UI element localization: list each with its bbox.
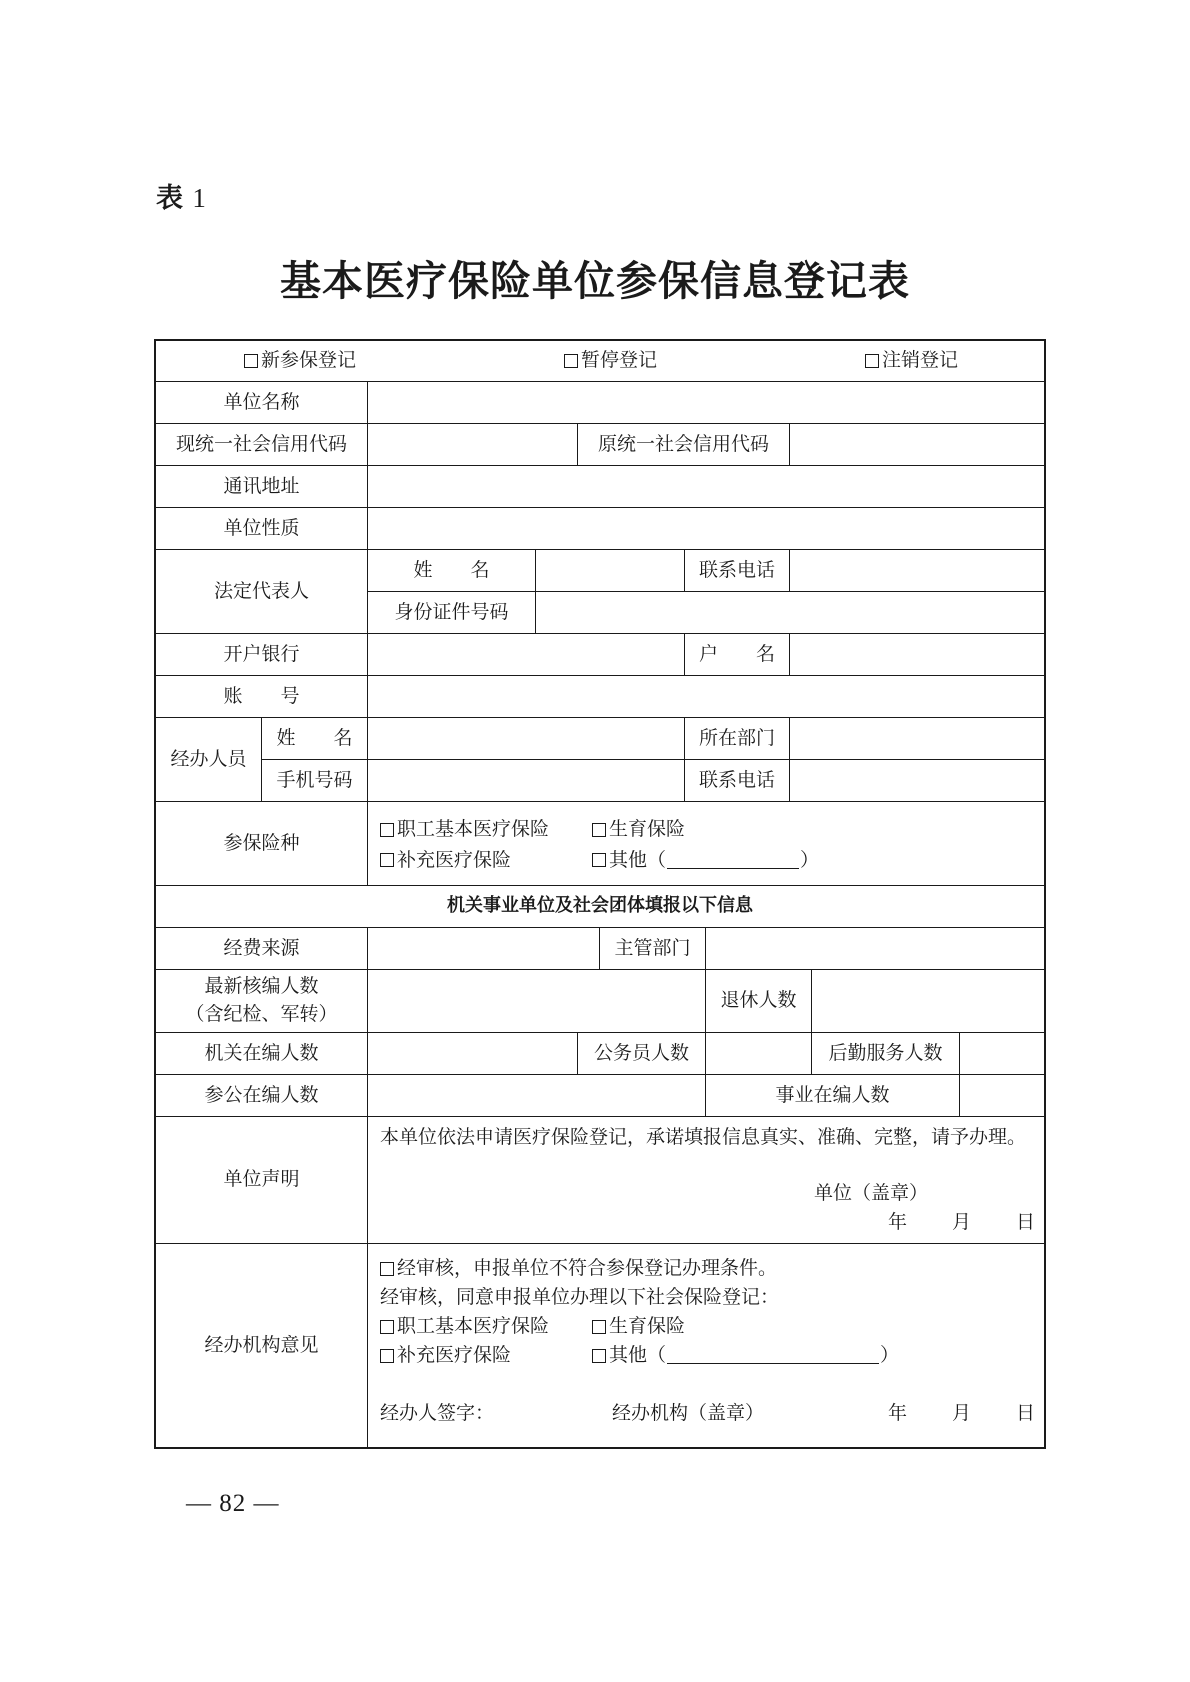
id-number-label: 身份证件号码 (368, 592, 536, 634)
retired-label: 退休人数 (706, 970, 812, 1033)
insurance-types-label: 参保险种 (156, 802, 368, 886)
staffing-field[interactable] (368, 970, 706, 1033)
page-number: — 82 — (186, 1490, 280, 1517)
declaration-year: 年 (888, 1211, 908, 1233)
org-staff-label: 机关在编人数 (156, 1033, 368, 1075)
account-name-label: 户 名 (685, 634, 790, 676)
handler-phone-label: 联系电话 (685, 760, 790, 802)
handler-name-field[interactable] (368, 718, 685, 760)
declaration-label: 单位声明 (156, 1117, 368, 1244)
unit-nature-label: 单位性质 (156, 508, 368, 550)
checkbox-maternity[interactable]: 生育保险 (592, 815, 685, 844)
declaration-day: 日 (1016, 1211, 1036, 1233)
declaration-text: 本单位依法申请医疗保险登记，承诺填报信息真实、准确、完整，请予办理。 (380, 1126, 1027, 1148)
declaration-month: 月 (952, 1211, 972, 1233)
address-label: 通讯地址 (156, 466, 368, 508)
original-credit-code-label: 原统一社会信用代码 (578, 424, 790, 466)
checkbox-icon (592, 823, 606, 837)
mobile-field[interactable] (368, 760, 685, 802)
handler-name-label: 姓 名 (262, 718, 368, 760)
unit-nature-field[interactable] (368, 508, 1044, 550)
mobile-label: 手机号码 (262, 760, 368, 802)
account-number-field[interactable] (368, 676, 1044, 718)
inst-staff-field[interactable] (960, 1075, 1044, 1117)
page-title: 基本医疗保险单位参保信息登记表 (280, 257, 910, 305)
supervisor-field[interactable] (706, 928, 1044, 970)
registration-type-row (156, 341, 1044, 382)
bank-label: 开户银行 (156, 634, 368, 676)
legal-rep-label: 法定代表人 (156, 550, 368, 634)
funding-source-field[interactable] (368, 928, 600, 970)
agency-year: 年 (888, 1402, 908, 1424)
checkbox-new-registration[interactable]: 新参保登记 (244, 347, 356, 375)
org-staff-field[interactable] (368, 1033, 578, 1075)
account-number-label: 账 号 (156, 676, 368, 718)
checkbox-icon (380, 853, 394, 867)
checkbox-icon (865, 354, 879, 368)
checkbox-suspend-registration[interactable]: 暂停登记 (564, 347, 657, 375)
account-name-field[interactable] (790, 634, 1044, 676)
agency-seal: 经办机构（盖章） (612, 1402, 765, 1424)
department-label: 所在部门 (685, 718, 790, 760)
agency-checkbox-other[interactable]: 其他（ ） (592, 1341, 899, 1370)
checkbox-icon (592, 853, 606, 867)
ref-staff-field[interactable] (368, 1075, 706, 1117)
other-insurance-input[interactable] (667, 852, 799, 869)
unit-name-label: 单位名称 (156, 382, 368, 424)
declaration-cell (368, 1117, 1044, 1244)
current-credit-code-field[interactable] (368, 424, 578, 466)
agency-checkbox-supplementary-medical[interactable]: 补充医疗保险 (380, 1341, 592, 1370)
declaration-seal: 单位（盖章） (814, 1182, 929, 1204)
checkbox-employee-medical[interactable]: 职工基本医疗保险 (380, 815, 592, 844)
logistics-field[interactable] (960, 1033, 1044, 1075)
agency-month: 月 (952, 1402, 972, 1424)
checkbox-other[interactable]: 其他（ ） (592, 846, 819, 875)
handler-label: 经办人员 (156, 718, 262, 802)
checkbox-icon (380, 1320, 394, 1334)
checkbox-icon (564, 354, 578, 368)
legal-rep-phone-field[interactable] (790, 550, 1044, 592)
current-credit-code-label: 现统一社会信用代码 (156, 424, 368, 466)
agency-other-input[interactable] (667, 1347, 879, 1364)
insurance-types-options (368, 802, 1044, 886)
logistics-label: 后勤服务人数 (812, 1033, 960, 1075)
checkbox-reject[interactable]: 经审核，申报单位不符合参保登记办理条件。 (380, 1254, 777, 1283)
agency-day: 日 (1016, 1402, 1036, 1424)
civil-servants-field[interactable] (706, 1033, 812, 1075)
checkbox-icon (380, 1349, 394, 1363)
ref-staff-label: 参公在编人数 (156, 1075, 368, 1117)
agency-opinion-label: 经办机构意见 (156, 1244, 368, 1447)
checkbox-supplementary-medical[interactable]: 补充医疗保险 (380, 846, 592, 875)
checkbox-cancel-registration[interactable]: 注销登记 (865, 347, 958, 375)
agency-checkbox-maternity[interactable]: 生育保险 (592, 1312, 685, 1341)
funding-source-label: 经费来源 (156, 928, 368, 970)
inst-staff-label: 事业在编人数 (706, 1075, 960, 1117)
registration-form (154, 339, 1046, 1449)
agency-opinion-cell (368, 1244, 1044, 1447)
handler-phone-field[interactable] (790, 760, 1044, 802)
checkbox-icon (244, 354, 258, 368)
handler-signature: 经办人签字： (380, 1402, 495, 1424)
approve-text: 经审核，同意申报单位办理以下社会保险登记： (380, 1286, 780, 1308)
checkbox-icon (592, 1349, 606, 1363)
checkbox-icon (380, 823, 394, 837)
legal-rep-name-label: 姓 名 (368, 550, 536, 592)
bank-field[interactable] (368, 634, 685, 676)
checkbox-icon (380, 1262, 394, 1276)
staffing-label: 最新核编人数 （含纪检、军转） (156, 970, 368, 1033)
table-label: 表 1 (156, 183, 206, 214)
civil-servants-label: 公务员人数 (578, 1033, 706, 1075)
address-field[interactable] (368, 466, 1044, 508)
unit-name-field[interactable] (368, 382, 1044, 424)
id-number-field[interactable] (536, 592, 1044, 634)
legal-rep-name-field[interactable] (536, 550, 685, 592)
department-field[interactable] (790, 718, 1044, 760)
supervisor-label: 主管部门 (600, 928, 706, 970)
original-credit-code-field[interactable] (790, 424, 1044, 466)
checkbox-icon (592, 1320, 606, 1334)
gov-section-heading: 机关事业单位及社会团体填报以下信息 (156, 886, 1044, 928)
retired-field[interactable] (812, 970, 1044, 1033)
legal-rep-phone-label: 联系电话 (685, 550, 790, 592)
agency-checkbox-employee-medical[interactable]: 职工基本医疗保险 (380, 1312, 592, 1341)
